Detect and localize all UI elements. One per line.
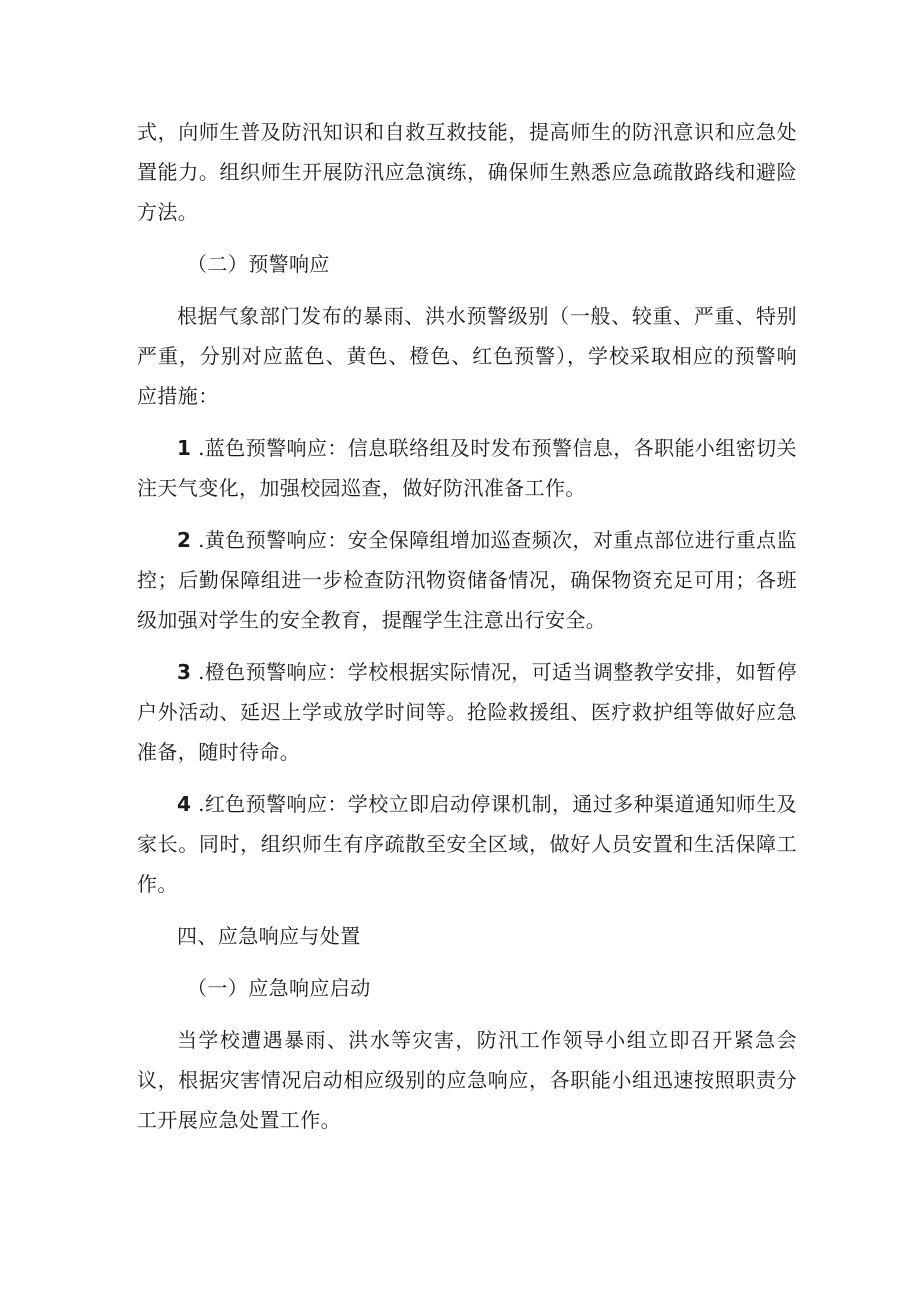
list-number: 2 xyxy=(177,528,192,552)
list-item-red-warning xyxy=(137,784,797,904)
list-item-yellow-warning xyxy=(137,520,797,640)
paragraph-continued: 式，向师生普及防汛知识和自救互救技能，提高师生的防汛意识和应急处置能力。组织师生开展防汛应急演练，确保师生熟悉应急疏散路线和避险方法。 xyxy=(137,120,797,224)
paragraph-warning-levels: 根据气象部门发布的暴雨、洪水预警级别（一般、较重、严重、特别严重，分别对应蓝色、黄色、橙色、红色预警），学校采取相应的预警响应措施： xyxy=(137,304,797,408)
list-number: 1 xyxy=(177,436,192,460)
list-item-text: .蓝色预警响应：信息联络组及时发布预警信息，各职能小组密切关注天气变化，加强校园巡查，做好防汛准备工作。 xyxy=(137,436,797,500)
document-body xyxy=(137,112,797,1140)
list-item-text: .黄色预警响应：安全保障组增加巡查频次，对重点部位进行重点监控；后勤保障组进一步检查防汛物资储备情况，确保物资充足可用；各班级加强对学生的安全教育，提醒学生注意出行安全。 xyxy=(137,528,797,632)
paragraph-response-start: 当学校遭遇暴雨、洪水等灾害，防汛工作领导小组立即召开紧急会议，根据灾害情况启动相应级别的应急响应，各职能小组迅速按照职责分工开展应急处置工作。 xyxy=(137,1028,797,1132)
list-item-text: .红色预警响应：学校立即启动停课机制，通过多种渠道通知师生及家长。同时，组织师生有序疏散至安全区域，做好人员安置和生活保障工作。 xyxy=(137,792,797,896)
list-item-orange-warning xyxy=(137,652,797,772)
subheading-warning-response: （二）预警响应 xyxy=(187,252,330,276)
list-number: 3 xyxy=(177,660,192,684)
list-item-text: .橙色预警响应：学校根据实际情况，可适当调整教学安排，如暂停户外活动、延迟上学或放学时间等。抢险救援组、医疗救护组等做好应急准备，随时待命。 xyxy=(137,660,797,764)
list-item-blue-warning xyxy=(137,428,797,508)
subheading-response-start: （一）应急响应启动 xyxy=(187,976,371,1000)
heading-emergency-response: 四、应急响应与处置 xyxy=(177,924,361,948)
list-number: 4 xyxy=(177,792,192,816)
